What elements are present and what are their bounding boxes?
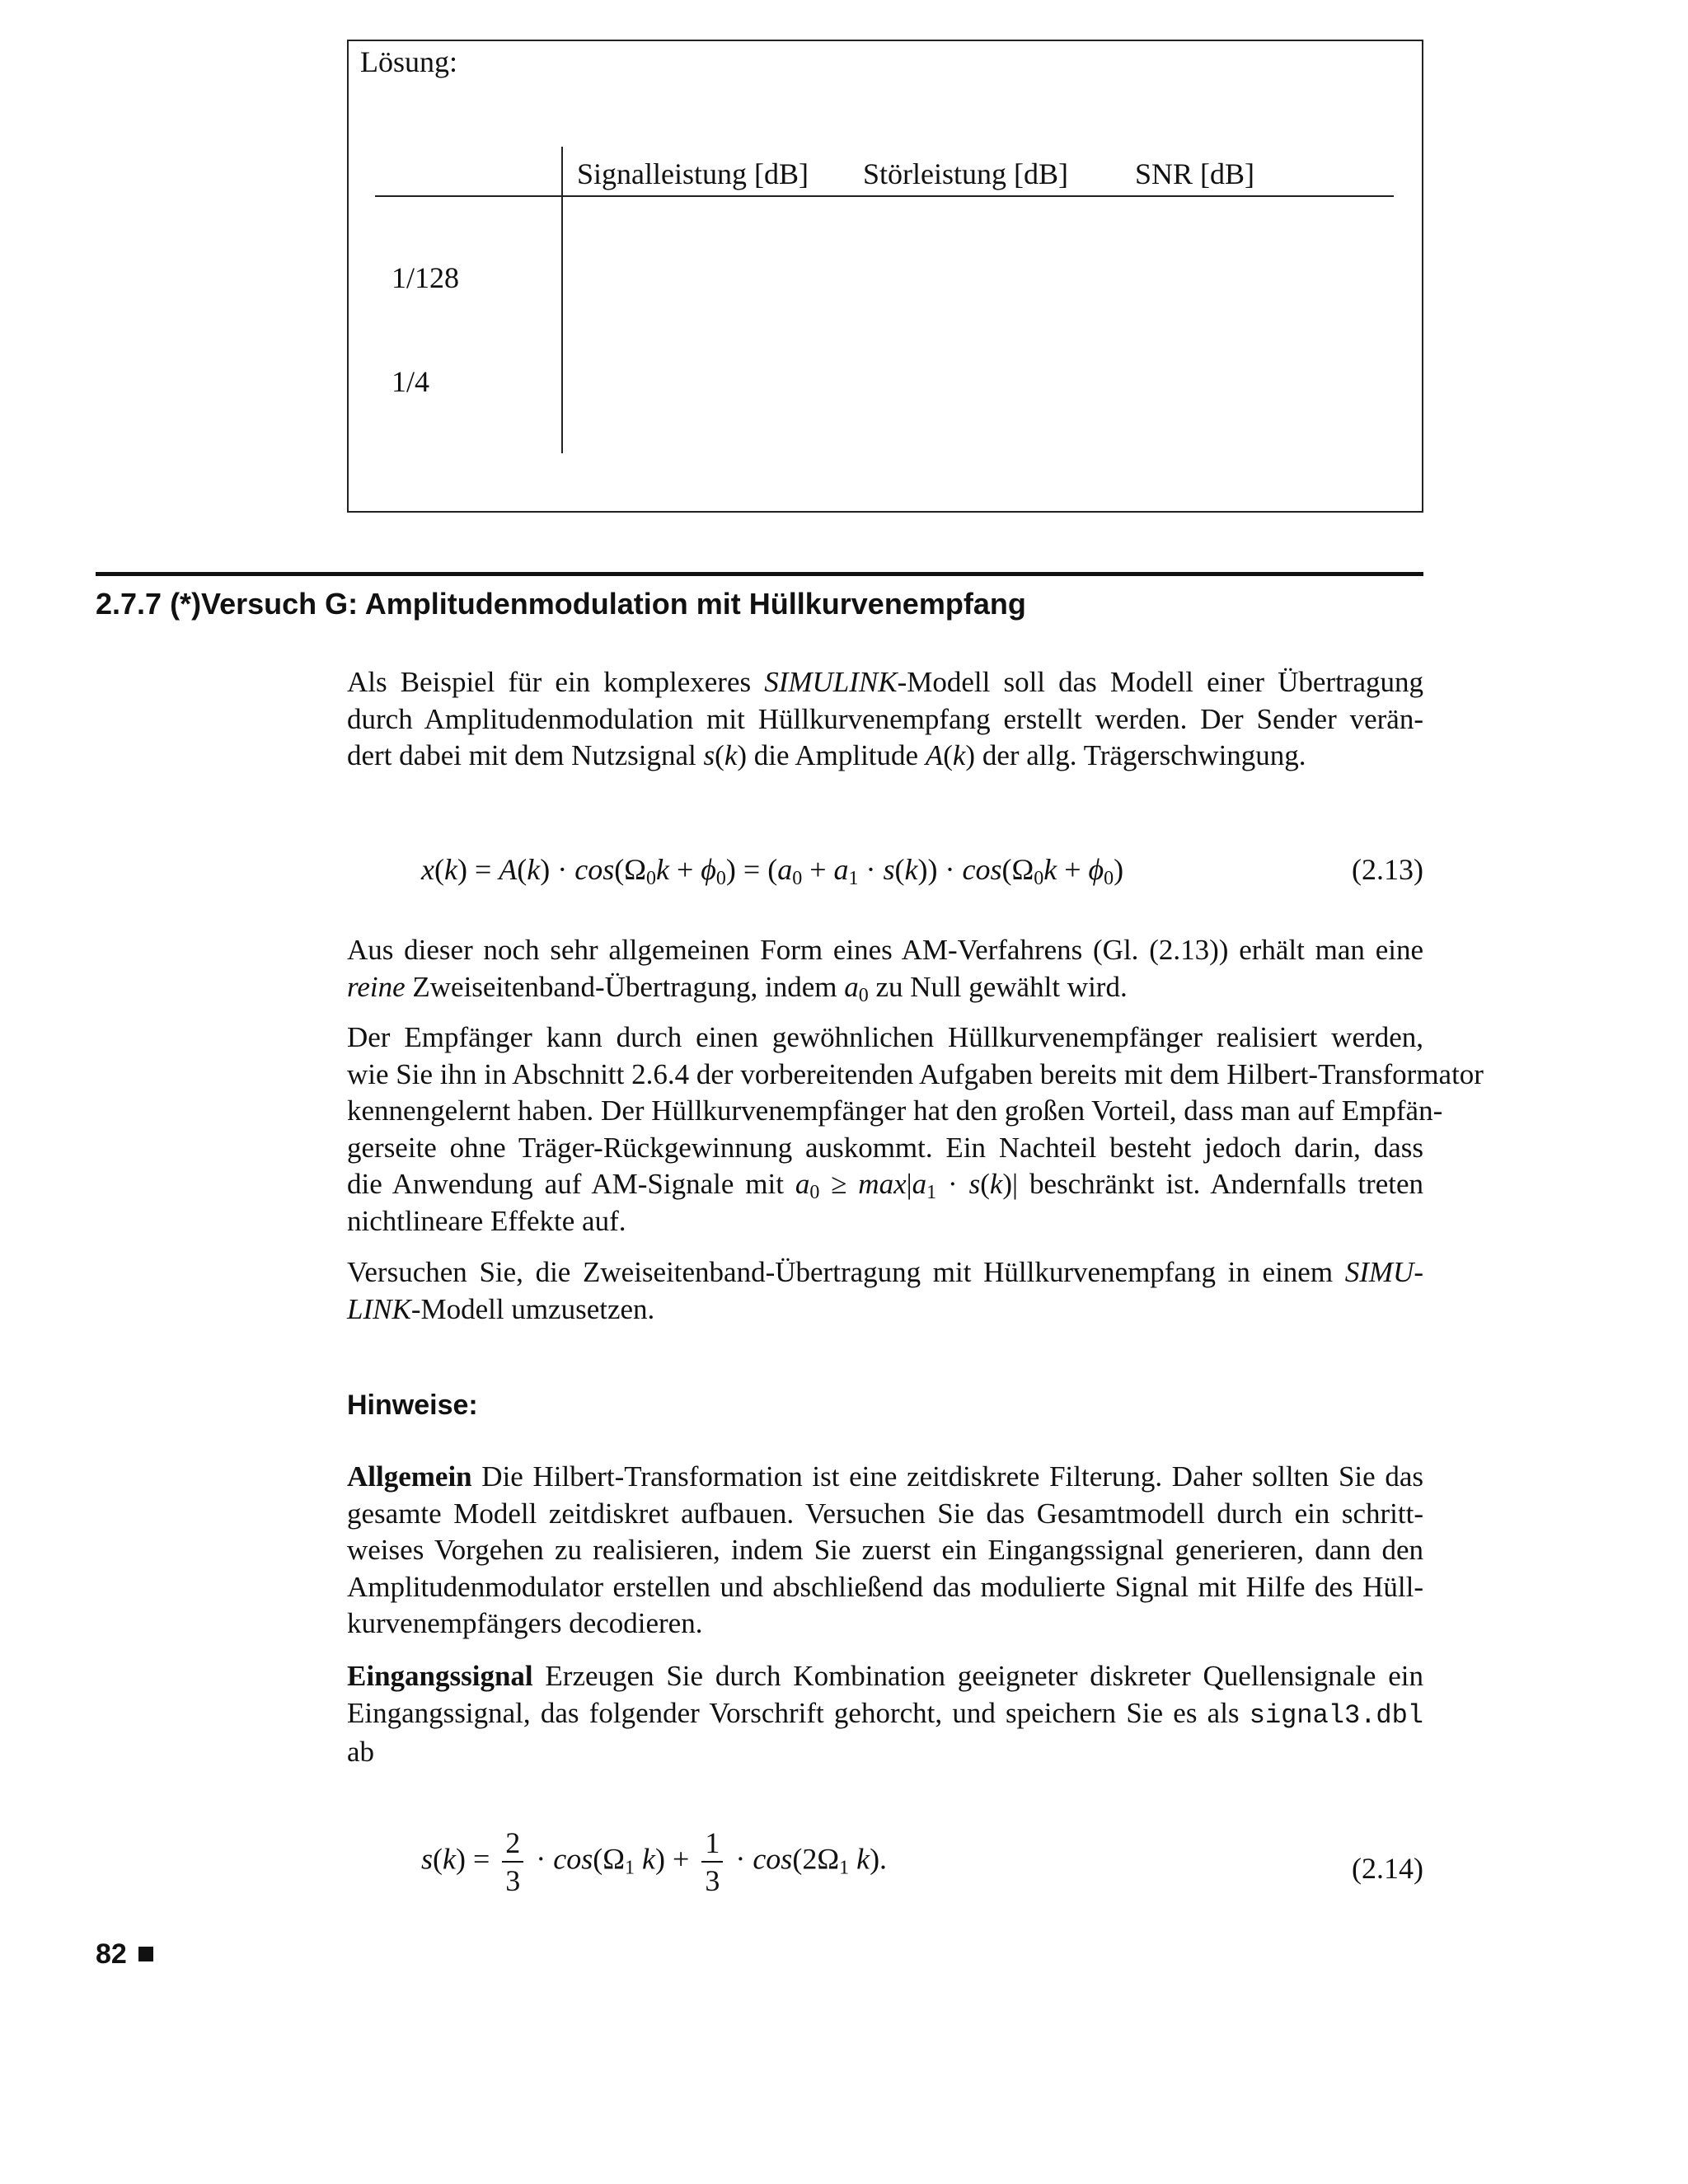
text-line: Eingangssignal Erzeugen Sie durch Kombination geeigneter diskreter Quellensignale ein [347,1660,1423,1692]
solution-box [347,40,1423,513]
section-heading: 2.7.7 (*)Versuch G: Amplitudenmodulation mit Hüllkurvenempfang [96,587,1026,621]
paragraph-intro [347,664,1423,775]
column-header-snr: SNR [dB] [1135,157,1255,190]
solution-label: Lösung: [360,45,458,78]
text-line: wie Sie ihn in Abschnitt 2.6.4 der vorbereitenden Aufgaben bereits mit dem Hilbert-Transformator [347,1057,1484,1090]
table-horizontal-rule [375,195,1394,197]
equation-2-13: $x(k) = A(k) \cdot \cos(\Omega_0k + \phi_0) = (a_0 + a_1 \cdot s(k)) \cdot \cos(\Omega_0k + \phi_0)$ [421,853,1124,889]
text-line: ab [347,1736,375,1768]
text-line: kennengelernt haben. Der Hüllkurvenempfänger hat den großen Vorteil, dass man auf Empfän- [347,1094,1443,1127]
text-line: Versuchen Sie, die Zweiseitenband-Übertragung mit Hüllkurvenempfang in einem SIMU- [347,1256,1423,1288]
text-line: Allgemein Die Hilbert-Transformation ist eine zeitdiskrete Filterung. Daher sollten Sie das [347,1460,1423,1493]
text-line: kurvenempfängers decodieren. [347,1607,703,1639]
text-line: die Anwendung auf AM-Signale mit $a_0 \ge \max|a_1 \cdot s(k)|$ beschränkt ist. Andernfalls treten [347,1168,1423,1203]
table-vertical-rule [561,147,563,453]
page-marker-square [138,1947,153,1961]
text-line: reine Zweiseitenband-Übertragung, indem $a_0$ zu Null gewählt wird. [347,970,1128,1006]
text-line: LINK-Modell umzusetzen. [347,1292,655,1325]
paragraph-eingangssignal [347,1658,1423,1771]
section-rule [96,572,1423,576]
paragraph-task [347,1254,1423,1328]
page-number: 82 [96,1938,153,1971]
text-line: dert dabei mit dem Nutzsignal s(k) die Amplitude A(k) der allg. Trägerschwingung. [347,739,1306,771]
text-line: Aus dieser noch sehr allgemeinen Form eines AM-Verfahrens (Gl. (2.13)) erhält man eine [347,934,1423,966]
column-header-signal-power: Signalleistung [dB] [577,157,809,190]
text-line: gerseite ohne Träger-Rückgewinnung auskommt. Ein Nachteil besteht jedoch darin, dass [347,1131,1423,1164]
equation-2-14: s(k) = $\frac{2}{3}$ · $\cos(\Omega_1$ k) + $\frac{1}{3}$ · $\cos(2\Omega_1$ k). [421,1826,888,1897]
text-line: Als Beispiel für ein komplexeres SIMULINK-Modell soll das Modell einer Übertragung [347,666,1423,698]
column-header-noise-power: Störleistung [dB] [863,157,1068,190]
text-line: durch Amplitudenmodulation mit Hüllkurvenempfang erstellt werden. Der Sender verän- [347,702,1423,735]
equation-number: (2.14) [1352,1852,1423,1885]
equation-number: (2.13) [1352,853,1423,886]
table-row-label: 1/128 [392,261,460,294]
text-line: nichtlineare Effekte auf. [347,1204,626,1237]
text-line: Der Empfänger kann durch einen gewöhnlichen Hüllkurvenempfänger realisiert werden, [347,1021,1423,1053]
hinweise-heading: Hinweise: [347,1390,478,1421]
paragraph-dsb [347,932,1423,1005]
table-row-label: 1/4 [392,365,430,398]
text-line: weises Vorgehen zu realisieren, indem Sie zuerst ein Eingangssignal generieren, dann den [347,1534,1423,1566]
text-line: Eingangssignal, das folgender Vorschrift gehorcht, und speichern Sie es als signal3.dbl [347,1696,1423,1731]
text-line: gesamte Modell zeitdiskret aufbauen. Versuchen Sie das Gesamtmodell durch ein schritt- [347,1497,1423,1530]
text-line: Amplitudenmodulator erstellen und abschließend das modulierte Signal mit Hilfe des Hüll- [347,1570,1423,1603]
paragraph-allgemein [347,1459,1423,1643]
paragraph-receiver [347,1019,1484,1240]
